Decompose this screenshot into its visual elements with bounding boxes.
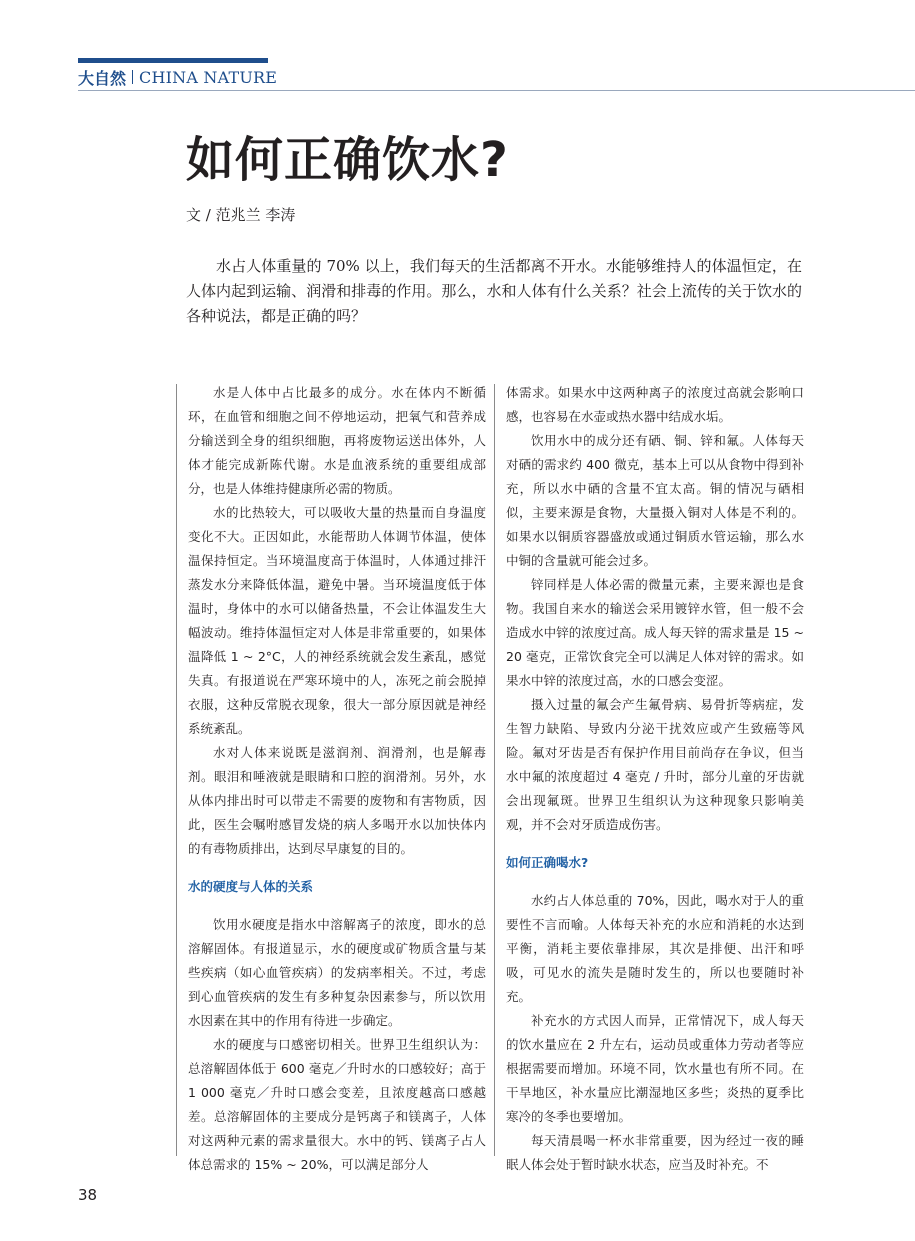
paragraph: 水是人体中占比最多的成分。水在体内不断循环，在血管和细胞之间不停地运动，把氧气和营养成分输送到全身的组织细胞，再将废物运送出体外，人体才能完成新陈代谢。水是血液系统的重要组成部分，也是人体维持健康所必需的物质。	[188, 385, 486, 496]
article-byline: 文 / 范兆兰 李涛	[186, 206, 296, 224]
paragraph: 水对人体来说既是滋润剂、润滑剂，也是解毒剂。眼泪和唾液就是眼睛和口腔的润滑剂。另外，水从体内排出时可以带走不需要的废物和有害物质，因此，医生会嘱咐感冒发烧的病人多喝开水以加快体内的有毒物质排出，达到尽早康复的目的。	[188, 745, 486, 856]
paragraph: 水约占人体总重的 70%，因此，喝水对于人的重要性不言而喻。人体每天补充的水应和消耗的水达到平衡，消耗主要依靠排尿，其次是排便、出汗和呼吸，可见水的流失是随时发生的，所以也要随时补充。	[506, 893, 804, 1004]
paragraph: 体需求。如果水中这两种离子的浓度过高就会影响口感，也容易在水壶或热水器中结成水垢。	[506, 385, 804, 424]
article-title: 如何正确饮水?	[186, 132, 509, 188]
paragraph: 水的硬度与口感密切相关。世界卫生组织认为：总溶解固体低于 600 毫克／升时水的口感较好；高于 1 000 毫克／升时口感会变差，且浓度越高口感越差。总溶解固体的主要成分是钙离子和镁离子，人体对这两种元素的需求量很大。水中的钙、镁离子占人体总需求的 15% ~ 20%，可以满足部分人	[188, 1037, 486, 1172]
magazine-name-cn: 大自然	[78, 68, 127, 88]
left-column	[188, 381, 486, 1177]
section-heading: 水的硬度与人体的关系	[188, 879, 314, 894]
middle-column-rule	[494, 384, 495, 1156]
paragraph: 摄入过量的氟会产生氟骨病、易骨折等病症，发生智力缺陷、导致内分泌干扰效应或产生致癌等风险。氟对牙齿是否有保护作用目前尚存在争议，但当水中氟的浓度超过 4 毫克 / 升时，部分儿童的牙齿就会出现氟斑。世界卫生组织认为这种现象只影响美观，并不会对牙质造成伤害。	[506, 697, 804, 832]
header-rule	[78, 90, 915, 91]
header-separator	[132, 70, 133, 84]
section-heading: 如何正确喝水?	[506, 855, 589, 870]
header-accent-bar	[78, 58, 268, 63]
left-column-rule	[176, 384, 177, 1156]
paragraph: 饮用水中的成分还有硒、铜、锌和氟。人体每天对硒的需求约 400 微克，基本上可以从食物中得到补充，所以水中硒的含量不宜太高。铜的情况与硒相似，主要来源是食物，大量摄入铜对人体是不利的。如果水以铜质容器盛放或通过铜质水管运输，那么水中铜的含量就可能会过多。	[506, 433, 804, 568]
right-column	[506, 381, 804, 1177]
magazine-name-en: CHINA NATURE	[139, 67, 278, 87]
paragraph: 锌同样是人体必需的微量元素，主要来源也是食物。我国自来水的输送会采用镀锌水管，但一般不会造成水中锌的浓度过高。成人每天锌的需求量是 15 ~ 20 毫克，正常饮食完全可以满足人体对锌的需求。如果水中锌的浓度过高，水的口感会变涩。	[506, 577, 804, 688]
page-number: 38	[78, 1186, 98, 1204]
article-lead: 水占人体重量的 70% 以上，我们每天的生活都离不开水。水能够维持人的体温恒定，在人体内起到运输、润滑和排毒的作用。那么，水和人体有什么关系？社会上流传的关于饮水的各种说法，都是正确的吗？	[186, 257, 802, 325]
paragraph: 补充水的方式因人而异，正常情况下，成人每天的饮水量应在 2 升左右，运动员或重体力劳动者等应根据需要而增加。环境不同，饮水量也有所不同。在干旱地区，补水量应比潮湿地区多些；炎热的夏季比寒冷的冬季也要增加。	[506, 1013, 804, 1124]
paragraph: 水的比热较大，可以吸收大量的热量而自身温度变化不大。正因如此，水能帮助人体调节体温，使体温保持恒定。当环境温度高于体温时，人体通过排汗蒸发水分来降低体温，避免中暑。当环境温度低于体温时，身体中的水可以储备热量，不会让体温发生大幅波动。维持体温恒定对人体是非常重要的，如果体温降低 1 ~ 2°C，人的神经系统就会发生紊乱，感觉失真。有报道说在严寒环境中的人，冻死之前会脱掉衣服，这种反常脱衣现象，很大一部分原因就是神经系统紊乱。	[188, 505, 486, 736]
magazine-header	[78, 66, 277, 88]
paragraph: 每天清晨喝一杯水非常重要，因为经过一夜的睡眠人体会处于暂时缺水状态，应当及时补充。不	[506, 1133, 804, 1172]
paragraph: 饮用水硬度是指水中溶解离子的浓度，即水的总溶解固体。有报道显示，水的硬度或矿物质含量与某些疾病（如心血管疾病）的发病率相关。不过，考虑到心血管疾病的发生有多种复杂因素参与，所以饮用水因素在其中的作用有待进一步确定。	[188, 917, 486, 1028]
